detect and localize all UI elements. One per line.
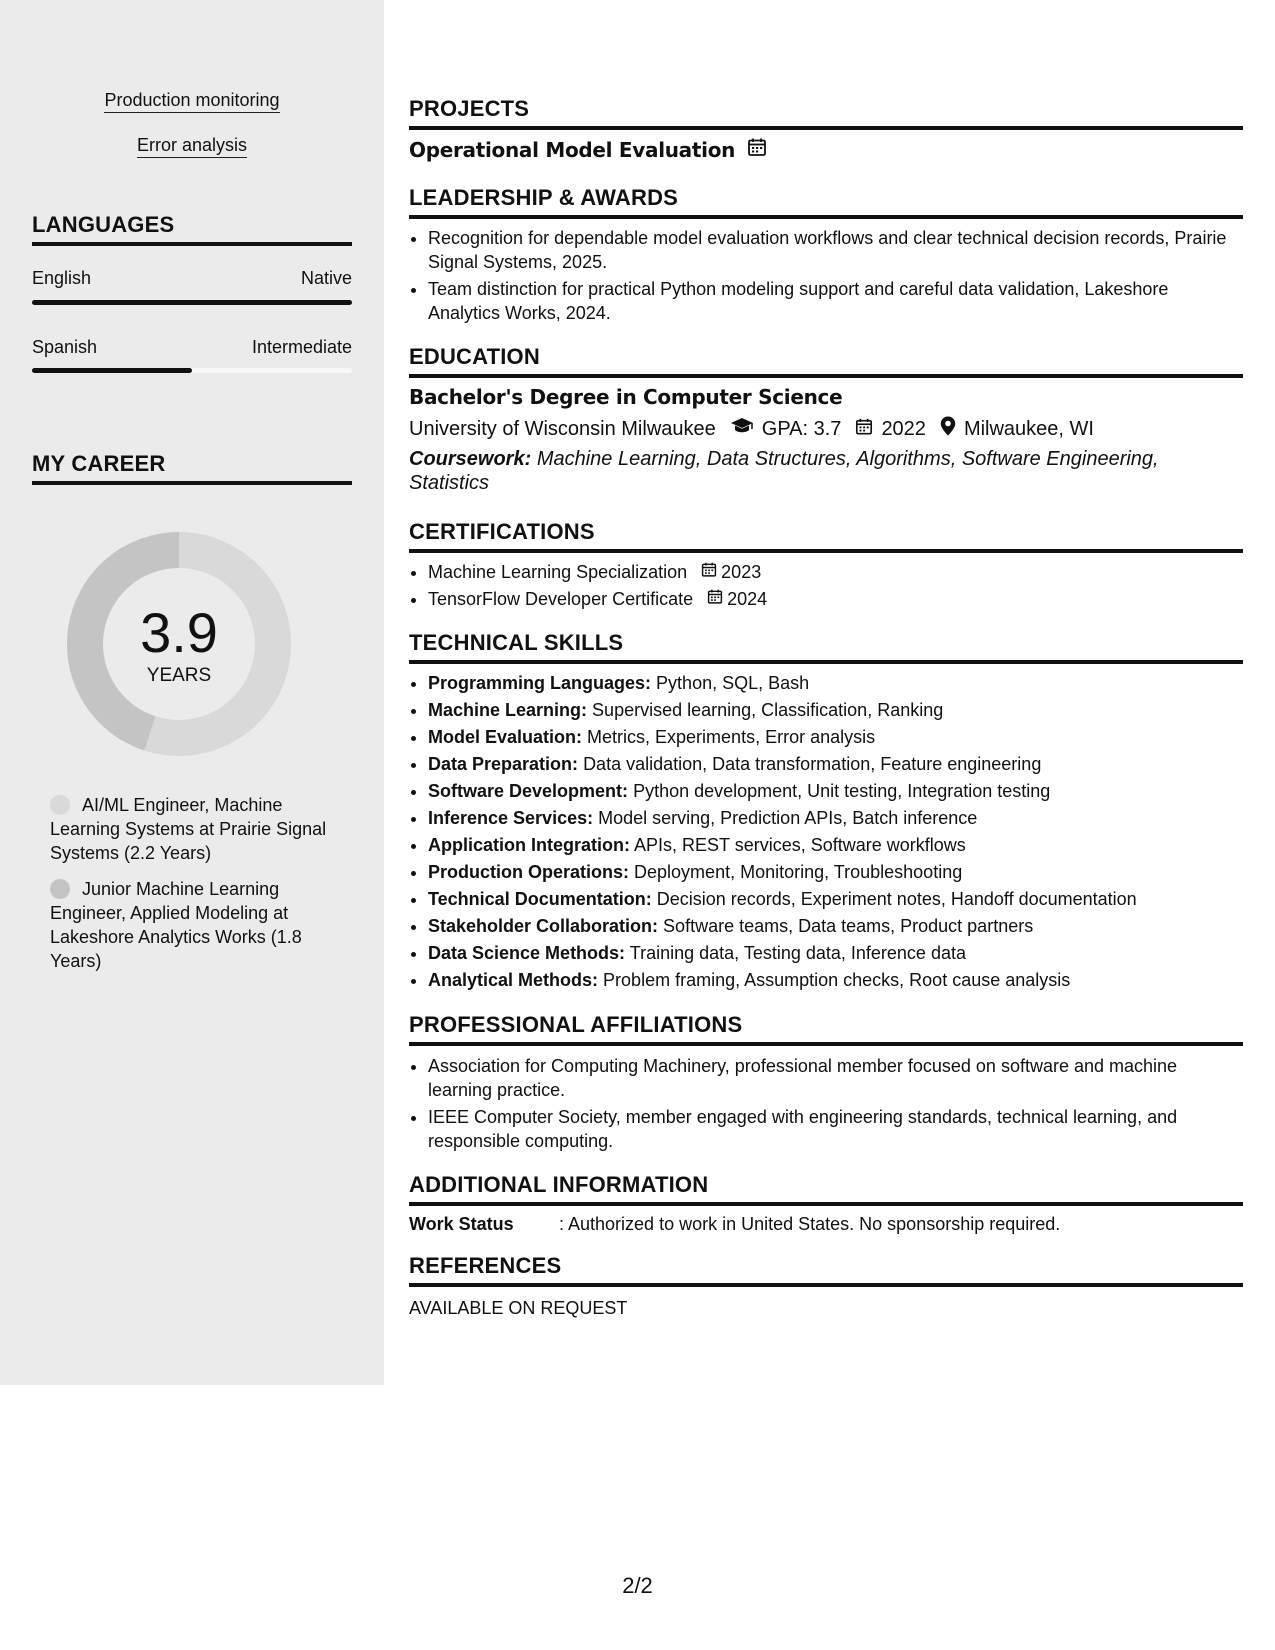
list-item	[428, 587, 1243, 611]
degree-title: Bachelor's Degree in Computer Science	[409, 385, 843, 409]
languages-heading: LANGUAGES	[32, 212, 352, 246]
language-row	[32, 337, 352, 358]
list-item: • Association for Computing Machinery, professional member focused on software and machine learning practice.	[428, 1054, 1243, 1102]
career-heading: MY CAREER	[32, 451, 352, 485]
certification-year: 2023	[721, 562, 762, 582]
leadership-heading: LEADERSHIP & AWARDS	[409, 185, 1243, 219]
technical-skills-heading: TECHNICAL SKILLS	[409, 630, 1243, 664]
list-item: • Data Preparation: Data validation, Data transformation, Feature engineering	[428, 752, 1243, 776]
career-legend	[50, 793, 330, 985]
language-level: Intermediate	[251, 337, 352, 357]
coursework-list: Machine Learning, Data Structures, Algorithms, Software Engineering, Statistics	[409, 448, 1159, 494]
calendar-icon	[855, 417, 873, 442]
list-item: • Programming Languages: Python, SQL, Bash	[428, 671, 1243, 695]
language-proficiency-bar	[32, 368, 352, 373]
certification-year: 2024	[727, 589, 768, 609]
language-level: Native	[300, 268, 352, 288]
career-donut-chart	[66, 531, 292, 757]
career-total-unit: YEARS	[146, 665, 212, 686]
affiliations-heading: PROFESSIONAL AFFILIATIONS	[409, 1012, 1243, 1046]
legend-swatch-icon	[50, 795, 70, 815]
list-item: • Software Development: Python development, Unit testing, Integration testing	[428, 779, 1243, 803]
graduation-cap-icon	[730, 417, 754, 441]
project-item	[409, 137, 767, 162]
education-location: Milwaukee, WI	[963, 417, 1094, 440]
work-status-value: : Authorized to work in United States. No sponsorship required.	[559, 1214, 1061, 1234]
coursework	[409, 447, 1243, 495]
legend-swatch-icon	[50, 879, 70, 899]
language-row	[32, 268, 352, 289]
list-item: • Machine Learning: Supervised learning, Classification, Ranking	[428, 698, 1243, 722]
list-item: • Data Science Methods: Training data, Testing data, Inference data	[428, 941, 1243, 965]
references-heading: REFERENCES	[409, 1253, 1243, 1287]
language-proficiency-fill	[32, 300, 352, 305]
coursework-label: Coursework:	[409, 448, 532, 470]
career-legend-item: AI/ML Engineer, Machine Learning Systems at Prairie Signal Systems (2.2 Years)	[50, 795, 327, 863]
list-item: • Model Evaluation: Metrics, Experiments, Error analysis	[428, 725, 1243, 749]
affiliations-list	[409, 1054, 1243, 1156]
list-item: • Inference Services: Model serving, Prediction APIs, Batch inference	[428, 806, 1243, 830]
projects-heading: PROJECTS	[409, 96, 1243, 130]
work-status	[409, 1214, 1060, 1235]
project-title: Operational Model Evaluation	[409, 137, 736, 162]
school-name: University of Wisconsin Milwaukee	[409, 417, 716, 440]
map-pin-icon	[940, 416, 956, 442]
calendar-icon	[707, 587, 723, 611]
list-item: • Production Operations: Deployment, Monitoring, Troubleshooting	[428, 860, 1243, 884]
list-item: • Team distinction for practical Python modeling support and careful data validation, Lakeshore Analytics Works, 2024.	[428, 277, 1243, 325]
language-proficiency-fill	[32, 368, 192, 373]
education-details	[409, 416, 1094, 442]
education-heading: EDUCATION	[409, 344, 1243, 378]
page-number: 2/2	[622, 1573, 653, 1598]
list-item: • Technical Documentation: Decision records, Experiment notes, Handoff documentation	[428, 887, 1243, 911]
leadership-list	[409, 226, 1243, 328]
list-item: • Stakeholder Collaboration: Software teams, Data teams, Product partners	[428, 914, 1243, 938]
list-item	[428, 560, 1243, 584]
technical-skills-list	[409, 671, 1243, 995]
language-name: Spanish	[32, 337, 98, 357]
graduation-year: 2022	[881, 417, 926, 440]
career-total-value: 3.9	[140, 601, 218, 664]
list-item: • Application Integration: APIs, REST services, Software workflows	[428, 833, 1243, 857]
language-name: English	[32, 268, 92, 288]
keyword-tag: Production monitoring	[0, 89, 384, 111]
list-item: • Analytical Methods: Problem framing, Assumption checks, Root cause analysis	[428, 968, 1243, 992]
career-legend-item: Junior Machine Learning Engineer, Applied Modeling at Lakeshore Analytics Works (1.8 Years)	[50, 879, 302, 971]
work-status-label: Work Status	[409, 1214, 514, 1234]
certifications-list	[409, 560, 1243, 614]
calendar-icon	[701, 560, 717, 584]
certifications-heading: CERTIFICATIONS	[409, 519, 1243, 553]
certification-name: • Machine Learning Specialization	[428, 562, 688, 582]
calendar-icon	[747, 137, 767, 162]
keyword-tag: Error analysis	[0, 134, 384, 156]
list-item: • Recognition for dependable model evaluation workflows and clear technical decision records, Prairie Signal Systems, 2025.	[428, 226, 1243, 274]
language-proficiency-bar	[32, 300, 352, 305]
references-text: AVAILABLE ON REQUEST	[409, 1298, 628, 1318]
sidebar	[0, 0, 384, 1385]
certification-name: • TensorFlow Developer Certificate	[428, 589, 694, 609]
additional-info-heading: ADDITIONAL INFORMATION	[409, 1172, 1243, 1206]
list-item: • IEEE Computer Society, member engaged with engineering standards, technical learning, and responsible computing.	[428, 1105, 1243, 1153]
gpa: GPA: 3.7	[761, 417, 842, 440]
